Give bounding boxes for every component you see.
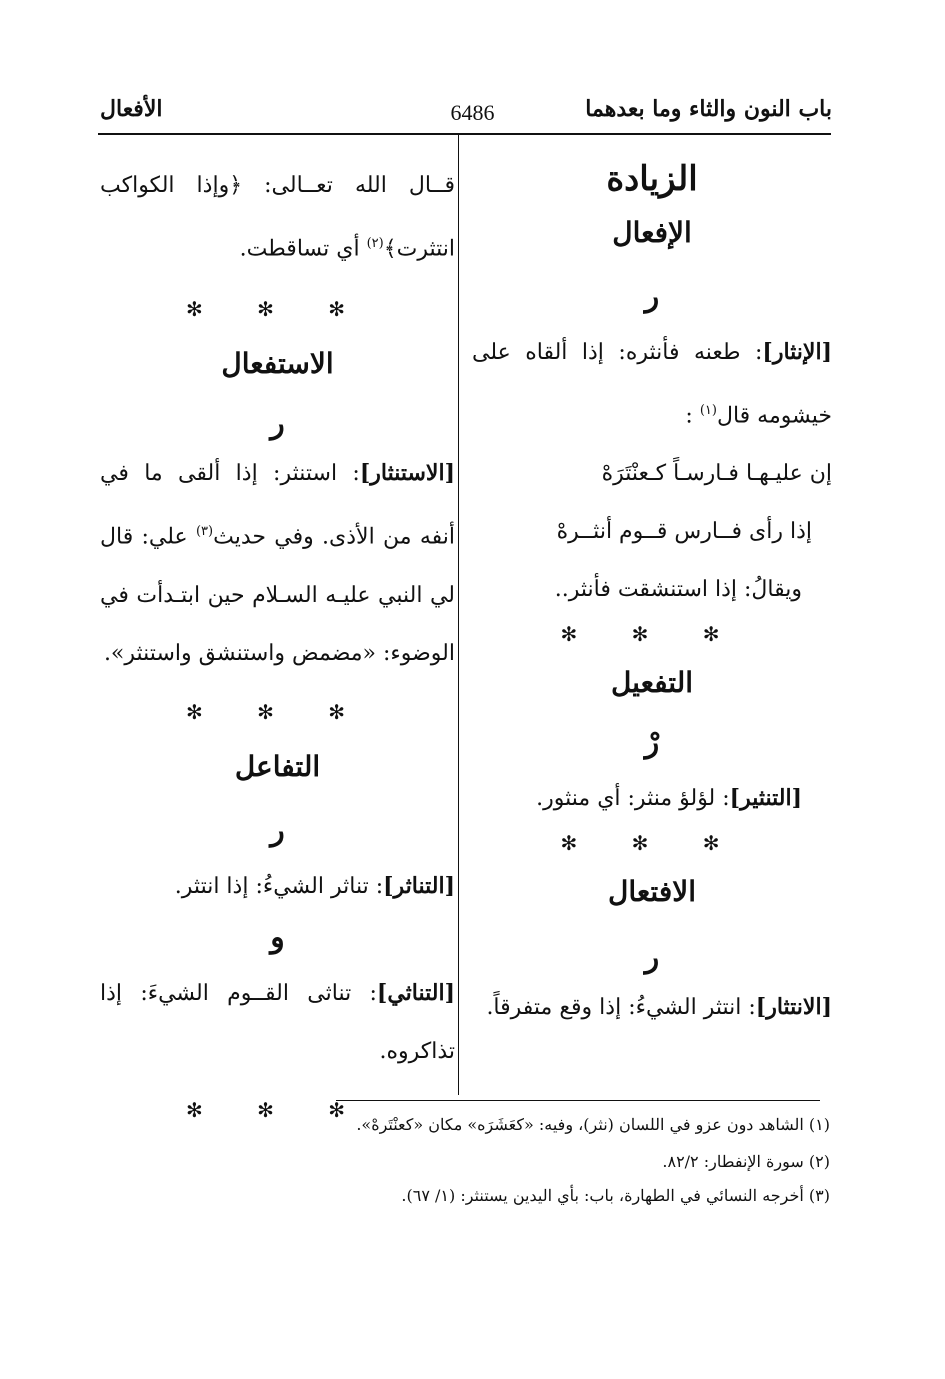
footnote-rule [336, 1100, 820, 1101]
entry-label: [الانتثار] [755, 994, 832, 1021]
section-separator: ✻ ✻ ✻ [186, 297, 369, 322]
entry-quran [100, 157, 455, 278]
footnote-ref: (٢) [366, 236, 384, 251]
verse-line: إن عليـهـا فـارسـاً كـعنْتَرَهْ [601, 461, 832, 487]
entry-label: [التنثير] [729, 785, 802, 812]
entry-label: [الإنثار] [762, 339, 832, 365]
section-title-iftial: الافتعال [608, 875, 696, 909]
root-letter: ر [270, 406, 285, 442]
entry-text: ويقالُ: إذا استنشقت فأنثر.. [554, 577, 802, 603]
entry-inthar [472, 323, 832, 445]
entry-tanthir [472, 769, 832, 828]
entry-text: علي: قال لي النبي عليـه السـلام حين ابتـدأت في الوضوء: «مضمض واستنشق واستنثر». [100, 524, 455, 666]
running-head-section: الأفعال [100, 96, 163, 122]
entry-label: [التناثر] [383, 872, 455, 899]
section-separator: ✻ ✻ ✻ [186, 1097, 369, 1122]
section-title-tafaul: التفاعل [234, 749, 321, 783]
left-column [100, 145, 455, 1125]
verse-line: إذا رأى فــارس قــوم أنثــرهْ [556, 519, 812, 545]
entry-text: : تناثر الشيءُ: إذا انتثر. [174, 873, 384, 899]
root-letter: رْ [644, 725, 660, 761]
section-title-istifal: الاستفعال [221, 347, 334, 381]
header-rule [98, 133, 831, 135]
section-title-ifal: الإفعال [612, 216, 692, 249]
entry-text: : تناثى القــوم الشيءَ: إذا تذاكروه. [100, 980, 455, 1064]
page-number: 6486 [450, 100, 495, 125]
footnote-2: (٢) سورة الإنفطار: ٨٢/٢. [662, 1152, 830, 1171]
entry-text: : استنثر: إذا ألقى ما في أنفه من الأذى. وفي حديث [100, 461, 456, 550]
entry-label: [الاستنثار] [359, 460, 455, 487]
root-letter: و [270, 919, 285, 955]
section-title-ziyada: الزيادة [606, 159, 698, 199]
entry-text: : [685, 403, 693, 429]
entry-text: : انتثر الشيءُ: إذا وقع متفرقاً. [486, 995, 756, 1021]
footnote-ref: (٣) [195, 524, 214, 540]
section-separator: ✻ ✻ ✻ [560, 831, 744, 856]
entry-istinthar [100, 444, 455, 682]
entry-tanathur [100, 857, 455, 916]
root-letter: ر [270, 812, 285, 848]
footnote-1: (١) الشاهد دون عزو في اللسان (نثر)، وفيه: «كعَشَرَه» مكان «كعنْتَرهْ». [356, 1115, 830, 1134]
entry-intithar [472, 978, 832, 1037]
section-title-tafil: التفعيل [610, 666, 694, 700]
running-head-chapter: باب النون والثاء وما بعدهما [585, 96, 832, 122]
right-column [472, 145, 832, 1037]
root-letter: ر [644, 279, 660, 314]
entry-label: [التناثي] [376, 979, 455, 1006]
footnote-ref: (١) [699, 403, 717, 418]
entry-text: قــال الله تعــالى: ﴿وإذا الكواكب انتثرت﴾ [100, 173, 455, 262]
entry-text: أي تساقطت. [239, 236, 367, 262]
section-separator: ✻ ✻ ✻ [560, 622, 744, 647]
root-letter: ر [644, 940, 660, 976]
column-divider [458, 135, 459, 1095]
section-separator: ✻ ✻ ✻ [186, 699, 369, 724]
entry-text: : طعنه فأنثره: إذا ألقاه على خيشومه قال [472, 340, 832, 429]
entry-tanathi [100, 964, 455, 1081]
footnote-3: (٣) أخرجه النسائي في الطهارة، باب: بأي اليدين يستنثر: (١/ ٦٧). [401, 1186, 830, 1205]
entry-text: : لؤلؤ منثر: أي منثور. [536, 786, 730, 812]
